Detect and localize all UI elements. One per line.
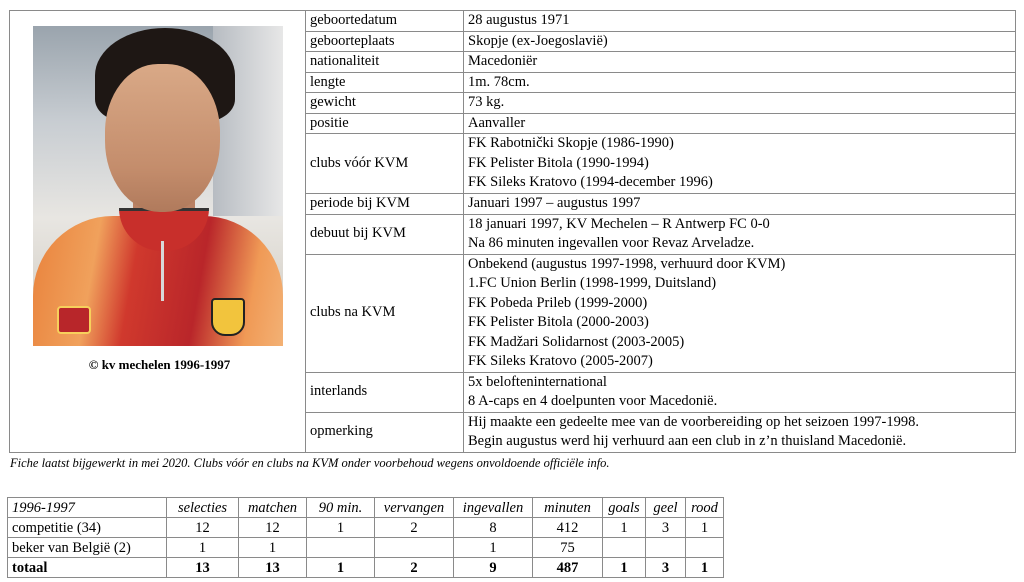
player-profile-table	[9, 10, 1016, 453]
value-remark: Hij maakte een gedeelte mee van de voorbereiding op het seizoen 1997-1998. Begin augustus werd hij verhuurd aan een club in z’n thuisland Macedonië.	[464, 412, 1016, 452]
header-red: rood	[686, 498, 724, 518]
label-internationals: interlands	[306, 372, 464, 412]
cell-selections: 1	[167, 538, 239, 558]
value-height: 1m. 78cm.	[464, 72, 1016, 93]
label-period: periode bij KVM	[306, 194, 464, 215]
row-label: competitie (34)	[8, 518, 167, 538]
table-row	[8, 518, 724, 538]
label-birth-date: geboortedatum	[306, 11, 464, 32]
value-weight: 73 kg.	[464, 93, 1016, 114]
cell-minutes: 75	[533, 538, 603, 558]
label-position: positie	[306, 113, 464, 134]
value-period: Januari 1997 – augustus 1997	[464, 194, 1016, 215]
label-clubs-after: clubs na KVM	[306, 254, 464, 372]
season-stats-table	[7, 497, 724, 578]
cell-minutes: 487	[533, 558, 603, 578]
cell-yellow: 3	[646, 558, 686, 578]
cell-red: 1	[686, 518, 724, 538]
header-yellow: geel	[646, 498, 686, 518]
value-debut: 18 januari 1997, KV Mechelen – R Antwerp FC 0-0 Na 86 minuten ingevallen voor Revaz Arveladze.	[464, 214, 1016, 254]
cell-goals	[603, 538, 646, 558]
cell-came-on: 1	[454, 538, 533, 558]
cell-came-on: 8	[454, 518, 533, 538]
header-full-games: 90 min.	[307, 498, 375, 518]
photo-caption: © kv mechelen 1996-1997	[88, 357, 231, 372]
cell-yellow: 3	[646, 518, 686, 538]
header-season: 1996-1997	[8, 498, 167, 518]
label-height: lengte	[306, 72, 464, 93]
label-remark: opmerking	[306, 412, 464, 452]
cell-full-games: 1	[307, 558, 375, 578]
header-goals: goals	[603, 498, 646, 518]
brand-logo-icon	[57, 306, 91, 334]
cell-matches: 12	[239, 518, 307, 538]
cell-yellow	[646, 538, 686, 558]
label-nationality: nationaliteit	[306, 52, 464, 73]
table-row	[8, 538, 724, 558]
label-debut: debuut bij KVM	[306, 214, 464, 254]
value-nationality: Macedoniër	[464, 52, 1016, 73]
value-clubs-after: Onbekend (augustus 1997-1998, verhuurd door KVM) 1.FC Union Berlin (1998-1999, Duitsland) FK Pobeda Prileb (1999-2000) FK Pelister Bitola (2000-2003) FK Madžari Solidarnost (2003-2005) FK Sileks Kratovo (2005-2007)	[464, 254, 1016, 372]
value-birth-date: 28 augustus 1971	[464, 11, 1016, 32]
player-photo	[33, 26, 283, 346]
cell-selections: 12	[167, 518, 239, 538]
cell-full-games	[307, 538, 375, 558]
stats-header-row	[8, 498, 724, 518]
header-selections: selecties	[167, 498, 239, 518]
label-birth-place: geboorteplaats	[306, 31, 464, 52]
cell-selections: 13	[167, 558, 239, 578]
row-label: totaal	[8, 558, 167, 578]
cell-goals: 1	[603, 518, 646, 538]
row-label: beker van België (2)	[8, 538, 167, 558]
cell-substituted: 2	[375, 518, 454, 538]
label-weight: gewicht	[306, 93, 464, 114]
cell-full-games: 1	[307, 518, 375, 538]
value-position: Aanvaller	[464, 113, 1016, 134]
value-internationals: 5x belofteninternational 8 A-caps en 4 doelpunten voor Macedonië.	[464, 372, 1016, 412]
value-clubs-before: FK Rabotnički Skopje (1986-1990) FK Pelister Bitola (1990-1994) FK Sileks Kratovo (1994-december 1996)	[464, 134, 1016, 194]
photo-cell	[10, 11, 306, 453]
header-came-on: ingevallen	[454, 498, 533, 518]
cell-red: 1	[686, 558, 724, 578]
club-crest-icon	[211, 298, 245, 336]
cell-matches: 13	[239, 558, 307, 578]
header-substituted: vervangen	[375, 498, 454, 518]
update-note: Fiche laatst bijgewerkt in mei 2020. Clubs vóór en clubs na KVM onder voorbehoud wegens onvoldoende officiële info.	[10, 456, 610, 470]
cell-goals: 1	[603, 558, 646, 578]
table-row-total	[8, 558, 724, 578]
cell-red	[686, 538, 724, 558]
cell-matches: 1	[239, 538, 307, 558]
cell-came-on: 9	[454, 558, 533, 578]
value-birth-place: Skopje (ex-Joegoslavië)	[464, 31, 1016, 52]
label-clubs-before: clubs vóór KVM	[306, 134, 464, 194]
cell-substituted	[375, 538, 454, 558]
header-minutes: minuten	[533, 498, 603, 518]
cell-minutes: 412	[533, 518, 603, 538]
cell-substituted: 2	[375, 558, 454, 578]
header-matches: matchen	[239, 498, 307, 518]
